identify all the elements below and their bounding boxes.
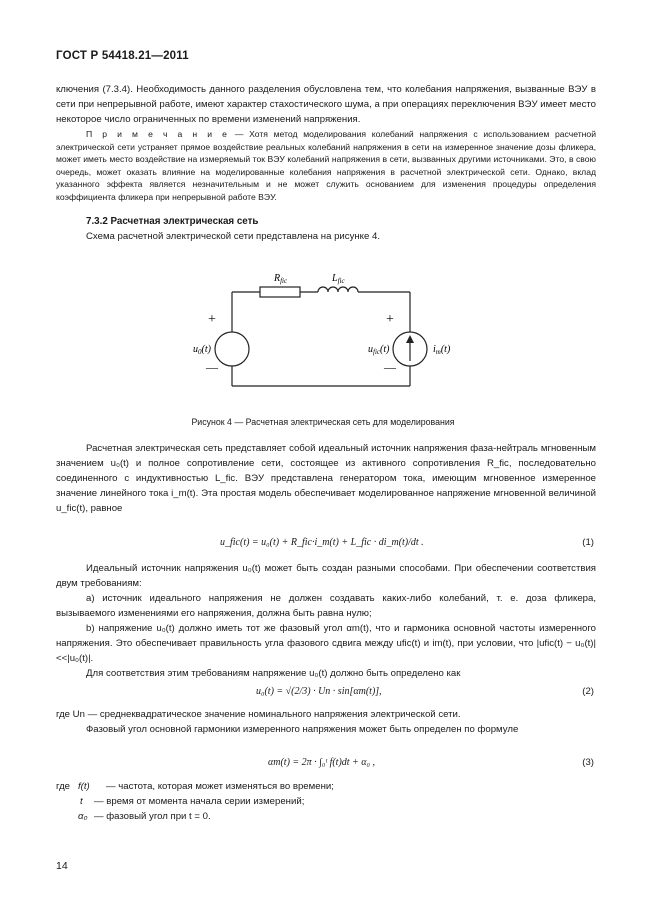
figure-caption: Рисунок 4 — Расчетная электрическая сеть для моделирования	[191, 417, 455, 427]
im-label: $i_m(t)$	[433, 344, 451, 356]
equation-3: αm(t) = 2π · ∫₀ᵗ f(t)dt + α₀ ,	[268, 757, 376, 768]
equation-1: u_fic(t) = u₀(t) + R_fic·i_m(t) + L_fic · di_m(t)/dt .	[220, 537, 424, 548]
un-definition: где Un — среднеквадратическое значение номинального напряжения электрической сети.	[56, 709, 461, 720]
inductor-symbol	[318, 287, 358, 292]
ufic-label: $u_{fic}(t)$	[368, 344, 390, 356]
circuit-diagram	[0, 265, 646, 405]
section-lead: Схема расчетной электрической сети представлена на рисунке 4.	[86, 231, 380, 242]
section-heading: 7.3.2 Расчетная электрическая сеть	[86, 216, 259, 227]
resistor-label: $R_{fic}$	[274, 273, 288, 285]
where-symbol-t: t	[80, 796, 83, 807]
requirement-a: а) источник идеального напряжения не должен создавать каких-либо колебаний, т. е. доза фликера, вызываемого изменениями его напряжения, должна быть равна нулю;	[56, 593, 596, 619]
note-block	[56, 128, 596, 204]
equation-2-number: (2)	[582, 686, 594, 697]
note-label: П р и м е ч а н и е	[86, 129, 230, 139]
source-minus-sign: —	[206, 360, 218, 374]
where-desc-t: — время от момента начала серии измерений;	[94, 796, 305, 807]
model-paragraph	[56, 441, 596, 516]
where-label: где	[56, 781, 71, 792]
u0-label: $u_0(t)$	[193, 344, 211, 356]
requirements-block	[56, 561, 596, 681]
voltage-source-symbol	[215, 332, 249, 366]
page-header: ГОСТ Р 54418.21—2011	[56, 50, 189, 62]
equation-2: u₀(t) = √(2/3) · Un · sin[αm(t)],	[256, 686, 382, 697]
inductor-label: $L_{fic}$	[332, 273, 345, 285]
intro-text: ключения (7.3.4). Необходимость данного разделения обусловлена тем, что колебания напряжения, вызванные ВЭУ в сети при непрерывной работе, имеют характер стахостического шума, а при операциях переключения ВЭУ имеет место некоторое число ограниченных по времени изменений напряжения.	[56, 84, 596, 125]
where-symbol-f: f(t)	[78, 781, 90, 792]
phase-angle-intro: Фазовый угол основной гармоники измеренного напряжения может быть определен по формуле	[86, 724, 519, 735]
requirements-intro: Идеальный источник напряжения u₀(t) может быть создан разными способами. При обеспечении соответствия двум требованиям:	[56, 563, 596, 589]
where-desc-f: — частота, которая может изменяться во времени;	[106, 781, 334, 792]
where-desc-alpha0: — фазовый угол при t = 0.	[94, 811, 211, 822]
requirement-b: b) напряжение u₀(t) должно иметь тот же фазовый угол αm(t), что и гармоника основной частоты измеренного напряжения. Это обеспечивает правильность угла фазового сдвига между ufic(t) и im(t), при условии, что |ufic(t) − u₀(t)|<<|u₀(t)|.	[56, 623, 596, 664]
note-text: — Хотя метод моделирования колебаний напряжения с использованием расчетной электрической сети устраняет прямое воздействие реальных колебаний напряжения в сети на измеренное значение дозы фликера, может иметь место воздействие на измеряемый ток ВЭУ колебаний напряжения в сети, вызванных другими источниками. Это, в свою очередь, может оказать влияние на моделированные колебания напряжения в расчетной электрической сети. Однако, вклад указанного эффекта является незначительным и не может служить основанием для изменения процедуры определения коэффициента фликера при непрерывной работе ВЭУ.	[56, 129, 596, 202]
output-minus-sign: —	[384, 360, 396, 374]
source-plus-sign: +	[208, 312, 216, 327]
requirements-outro: Для соответствия этим требованиям напряжение u₀(t) должно быть определено как	[86, 668, 461, 679]
where-symbol-alpha0: α₀	[78, 811, 88, 822]
model-text: Расчетная электрическая сеть представляет собой идеальный источник напряжения фаза-нейтраль мгновенным значением u₀(t) и полное сопротивление сети, состоящее из активного сопротивления R_fic, последовательно соединенного с индуктивностью L_fic. ВЭУ представлена генератором тока, имеющим мгновенное измеренное значение линейного тока i_m(t). Эта простая модель обеспечивает моделированное напряжение мгновенной величиной u_fic(t), равное	[56, 443, 596, 514]
output-plus-sign: +	[386, 312, 394, 327]
equation-3-number: (3)	[582, 757, 594, 768]
un-definition-block	[56, 707, 596, 737]
intro-paragraph	[56, 82, 596, 127]
page-number: 14	[56, 860, 68, 872]
resistor-symbol	[260, 287, 300, 297]
equation-1-number: (1)	[582, 537, 594, 548]
